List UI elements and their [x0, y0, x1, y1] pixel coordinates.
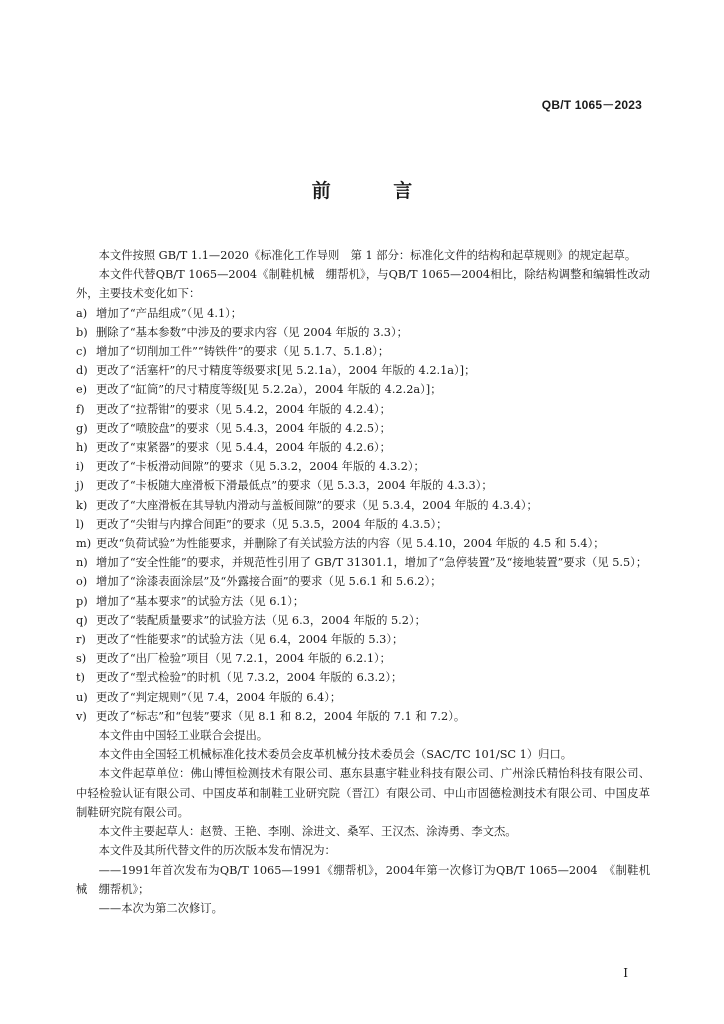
list-item [76, 572, 650, 591]
list-item-label: t) [76, 671, 85, 685]
list-item-label: c) [76, 345, 87, 359]
list-item-label: u) [76, 690, 88, 704]
list-item-text: 更改了“拉帮钳”的要求（见 5.4.2，2004 年版的 4.2.4）； [96, 402, 391, 416]
list-item-text: 更改了“活塞杆”的尺寸精度等级要求[见 5.2.1a），2004 年版的 4.2.1a）]； [96, 364, 476, 378]
list-item-label: i) [76, 460, 85, 474]
drafters-paragraph: 本文件主要起草人：赵赞、王艳、李刚、涂进文、桑军、王汉杰、涂涛勇、李文杰。 [98, 825, 517, 839]
page-title: 前 言 [311, 180, 441, 202]
list-item-label: k) [76, 498, 88, 512]
foreword-body [76, 246, 650, 918]
list-item-label: b) [76, 325, 88, 339]
list-item-label: o) [76, 575, 88, 589]
list-item [76, 438, 650, 457]
list-item [76, 419, 650, 438]
list-item-text: 更改了“卡板随大座滑板下滑最低点”的要求（见 5.3.3，2004 年版的 4.3.3）； [96, 479, 493, 493]
history-item: ——1991年首次发布为QB/T 1065—1991《绷帮机》，2004年第一次修订为QB/T 1065—2004 《制鞋机械 绷帮机》； [76, 863, 650, 896]
list-item [76, 496, 650, 515]
list-item [76, 611, 650, 630]
list-item [76, 457, 650, 476]
page-number: I [623, 966, 628, 980]
list-item [76, 515, 650, 534]
list-item-text: 更改了“喷胶盘”的要求（见 5.4.3，2004 年版的 4.2.5）； [96, 421, 391, 435]
list-item-text: 更改了“出厂检验”项目（见 7.2.1，2004 年版的 6.2.1）； [96, 652, 391, 666]
list-item [76, 649, 650, 668]
list-item-text: 增加了“涂漆表面涂层”及“外露接合面”的要求（见 5.6.1 和 5.6.2）； [96, 575, 442, 589]
list-item-text: 更改了“尖钳与内撑合间距”的要求（见 5.3.5，2004 年版的 4.3.5）； [96, 517, 448, 531]
list-item [76, 688, 650, 707]
list-item-text: 增加了“基本要求”的试验方法（见 6.1）； [96, 594, 305, 608]
list-item-text: 增加了“切削加工件”“铸铁件”的要求（见 5.1.7、5.1.8）； [96, 345, 390, 359]
intro-paragraph: 本文件代替QB/T 1065—2004《制鞋机械 绷帮机》，与QB/T 1065—2004相比，除结构调整和编辑性改动外，主要技术变化如下： [76, 268, 650, 301]
standard-code: QB/T 1065－2023 [541, 98, 642, 112]
list-item [76, 323, 650, 342]
list-item-label: v) [76, 709, 87, 723]
list-item-text: 更改了“缸筒”的尺寸精度等级[见 5.2.2a），2004 年版的 4.2.2a）]； [96, 383, 442, 397]
list-item [76, 400, 650, 419]
list-item-label: d) [76, 364, 88, 378]
list-item [76, 630, 650, 649]
list-item-label: h) [76, 441, 88, 455]
list-item-label: p) [76, 594, 88, 608]
list-item-text: 更改了“标志”和“包装”要求（见 8.1 和 8.2，2004 年版的 7.1 和 7.2）。 [96, 709, 466, 723]
history-item: ——本次为第二次修订。 [98, 901, 223, 915]
changes-list [76, 304, 650, 726]
list-item [76, 380, 650, 399]
list-item [76, 592, 650, 611]
list-item-text: 增加了“产品组成”（见 4.1）； [96, 306, 243, 320]
list-item [76, 707, 650, 726]
list-item-text: 更改了“判定规则”（见 7.4，2004 年版的 6.4）； [96, 690, 342, 704]
list-item-label: q) [76, 613, 88, 627]
list-item [76, 476, 650, 495]
history-intro-paragraph: 本文件及其所代替文件的历次版本发布情况为： [98, 844, 336, 858]
committee-paragraph: 本文件由全国轻工机械标准化技术委员会皮革机械分技术委员会（SAC/TC 101/SC 1）归口。 [98, 748, 573, 762]
list-item-text: 更改“负荷试验”为性能要求，并删除了有关试验方法的内容（见 5.4.10，2004 年版的 4.5 和 5.4）； [96, 537, 605, 551]
list-item-text: 删除了“基本参数”中涉及的要求内容（见 2004 年版的 3.3）； [96, 325, 408, 339]
list-item-label: a) [76, 306, 88, 320]
list-item-label: m) [76, 537, 92, 551]
list-item-label: e) [76, 383, 88, 397]
list-item-text: 更改了“大座滑板在其导轨内滑动与盖板间隙”的要求（见 5.3.4，2004 年版的 4.3.4）； [96, 498, 538, 512]
list-item-label: g) [76, 421, 88, 435]
intro-paragraph: 本文件按照 GB/T 1.1—2020《标准化工作导则 第 1 部分：标准化文件的结构和起草规则》的规定起草。 [98, 249, 637, 262]
list-item-text: 更改了“卡板滑动间隙”的要求（见 5.3.2，2004 年版的 4.3.2）； [96, 460, 425, 474]
list-item-label: s) [76, 652, 87, 666]
list-item-text: 更改了“装配质量要求”的试验方法（见 6.3，2004 年版的 5.2）； [96, 613, 426, 627]
list-item-text: 增加了“安全性能”的要求，并规范性引用了 GB/T 31301.1，增加了“急停装置”及“接地装置”要求（见 5.5）； [96, 556, 648, 570]
list-item [76, 553, 650, 572]
list-item [76, 668, 650, 687]
list-item-label: j) [76, 479, 84, 493]
list-item-label: r) [76, 633, 86, 647]
list-item [76, 534, 650, 553]
list-item-text: 更改了“束紧器”的要求（见 5.4.4，2004 年版的 4.2.6）； [96, 441, 391, 455]
drafting-units-paragraph: 本文件起草单位：佛山博恒检测技术有限公司、惠东县惠宇鞋业科技有限公司、广州涂氏精怡科技有限公司、中轻检验认证有限公司、中国皮革和制鞋工业研究院（晋江）有限公司、中山市固德检测技术有限公司、中国皮革制鞋研究院有限公司。 [76, 767, 650, 819]
list-item [76, 304, 650, 323]
list-item-label: n) [76, 556, 88, 570]
proposer-paragraph: 本文件由中国轻工业联合会提出。 [98, 729, 269, 743]
list-item [76, 361, 650, 380]
list-item [76, 342, 650, 361]
list-item-text: 更改了“性能要求”的试验方法（见 6.4，2004 年版的 5.3）； [96, 633, 404, 647]
list-item-label: f) [76, 402, 85, 416]
list-item-label: l) [76, 517, 85, 531]
list-item-text: 更改了“型式检验”的时机（见 7.3.2，2004 年版的 6.3.2）； [96, 671, 403, 685]
